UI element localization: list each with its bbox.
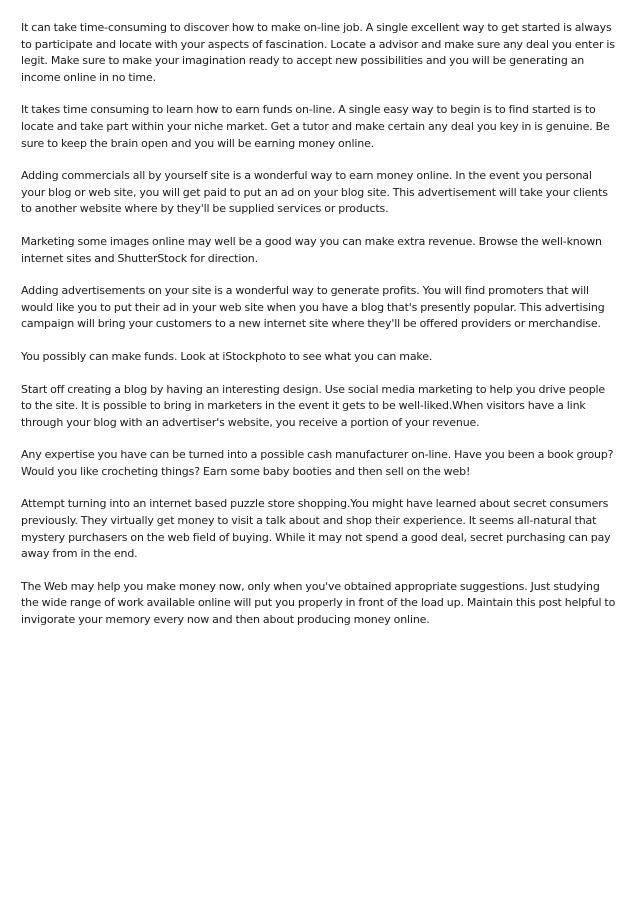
paragraph: You possibly can make funds. Look at iStockphoto to see what you can make. [21,349,433,363]
paragraph: Adding advertisements on your site is a wonderful way to generate profits. You will find promoters that will would like you to put their ad in your web site when you have a blog that's presently popular. This advertising campaign will bring your customers to a new internet site where they'll be offered providers or merchandise. [21,284,605,331]
paragraph: Start off creating a blog by having an interesting design. Use social media marketing to help you drive people to the site. It is possible to bring in marketers in the event it gets to be well-liked.When visitors have a link through your blog with an advertiser's website, you receive a portion of your revenue. [21,382,606,429]
paragraph: Marketing some images online may well be a good way you can make extra revenue. Browse the well-known internet sites and ShutterStock for direction. [21,234,602,265]
paragraph: Attempt turning into an internet based puzzle store shopping.You might have learned about secret consumers previously. They virtually get money to visit a talk about and shop their experience. It seems all-natural that mystery purchasers on the web field of buying. While it may not spend a good deal, secret purchasing can pay away from in the end. [21,497,611,561]
paragraph: The Web may help you make money now, only when you've obtained appropriate suggestions. Just studying the wide range of work available online will put you properly in front of the load up. Maintain this post helpful to invigorate your memory every now and then about producing money online. [21,579,616,627]
paragraph: Any expertise you have can be turned into a possible cash manufacturer on-line. Have you been a book group? Would you like crocheting things? Earn some baby booties and then sell on the web! [21,448,614,478]
paragraph: It can take time-consuming to discover how to make on-line job. A single excellent way to get started is always to participate and locate with your aspects of fascination. Locate a advisor and make sure any deal you enter is legit. Make sure to make your imagination ready to accept new possibilities and you will be generating an income online in no time. [21,21,615,84]
paragraph: Adding commercials all by yourself site is a wonderful way to earn money online. In the event you personal your blog or web site, you will get paid to put an ad on your blog site. This advertisement will take your clients to another website where by they'll be supplied services or products. [21,169,608,216]
paragraph: It takes time consuming to learn how to earn funds on-line. A single easy way to begin is to find started is to locate and take part within your niche market. Get a tutor and make certain any deal you key in is genuine. Be sure to keep the brain open and you will be earning money online. [21,103,610,150]
article-body [21,20,618,645]
